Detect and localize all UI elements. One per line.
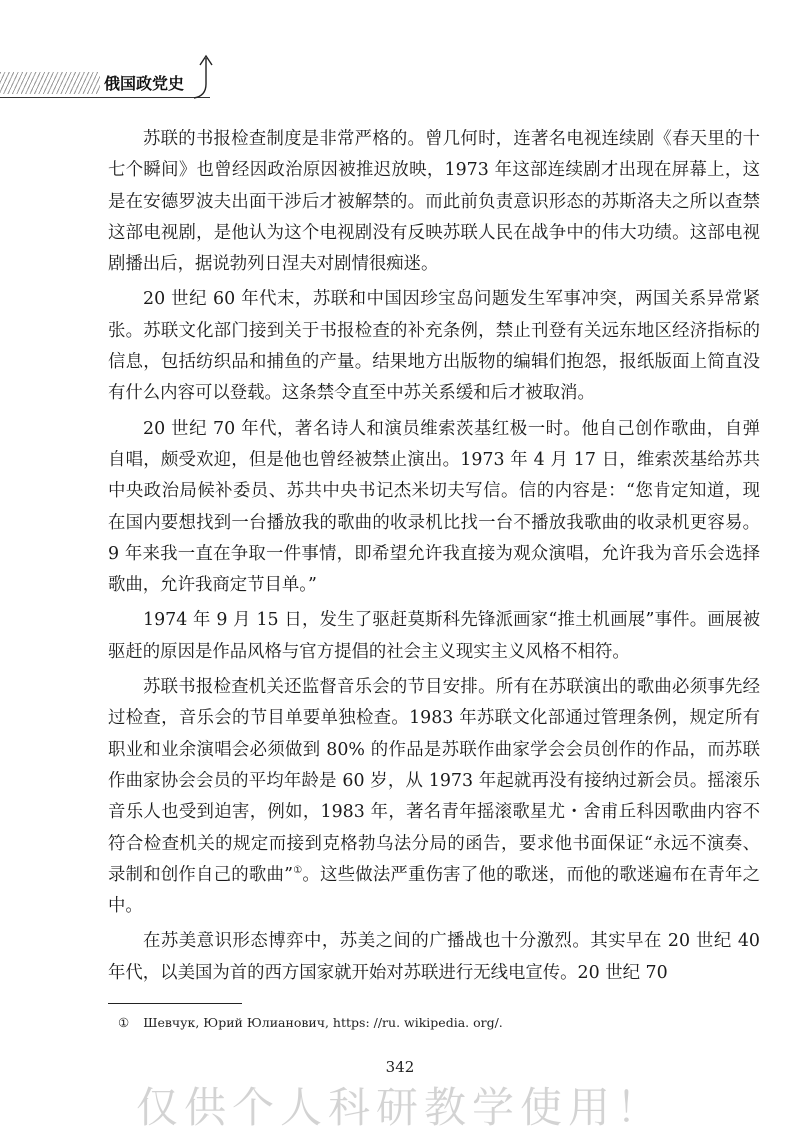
header-arrow-icon [192,54,216,100]
page-number: 342 [385,1058,415,1076]
paragraph-vysotsky: 20 世纪 70 年代，著名诗人和演员维索茨基红极一时。他自己创作歌曲，自弹自唱，颇受欢迎，但是他也曾经被禁止演出。1973 年 4 月 17 日，维索茨基给苏共中央政治局候补委员、苏共中央书记杰米切夫写信。信的内容是：“您肯定知道，现在国内要想找到一台播放我的歌曲的收录机比找一台不播放我歌曲的收录机更容易。9 年来我一直在争取一件事情，即希望允许我直接为观众演唱，允许我为音乐会选择歌曲，允许我商定节目单。” [108,418,760,596]
header-decoration [0,72,100,94]
paragraph-radio-war: 在苏美意识形态博弈中，苏美之间的广播战也十分激烈。其实早在 20 世纪 40 年代，以美国为首的西方国家就开始对苏联进行无线电宣传。20 世纪 70 [108,931,760,983]
footnote [118,1015,503,1030]
paragraph-text-before-ref: 苏联书报检查机关还监督音乐会的节目安排。所有在苏联演出的歌曲必须事先经过检查，音乐会的节目单要单独检查。1983 年苏联文化部通过管理条例，规定所有职业和业余演唱会必须做到 80% 的作品是苏联作曲家学会会员创作的作品，而苏联作曲家协会会员的平均年龄是 60 岁，从 1973 年起就再没有接纳过新会员。摇滚乐音乐人也受到迫害，例如，1983 年，著名青年摇滚歌星尤・舍甫丘科因歌曲内容不符合检查机关的规定而接到克格勃乌法分局的函告，要求他书面保证“永远不演奏、录制和创作自己的歌曲” [108,677,760,885]
running-header-title: 俄国政党史 [104,74,185,93]
paragraph-concert-censorship [108,672,760,922]
header-rule [0,97,210,98]
footnote-reference[interactable]: ① [292,865,303,877]
footnote-mark: ① [118,1015,130,1030]
watermark: 仅供个人科研教学使用！ [135,1083,664,1132]
body-text [108,124,760,993]
paragraph-sino-soviet-conflict: 20 世纪 60 年代末，苏联和中国因珍宝岛问题发生军事冲突，两国关系异常紧张。苏联文化部门接到关于书报检查的补充条例，禁止刊登有关远东地区经济指标的信息，包括纺织品和捕鱼的产量。结果地方出版物的编辑们抱怨，报纸版面上简直没有什么内容可以登载。这条禁令直至中苏关系缓和后才被取消。 [108,289,760,404]
paragraph-soviet-censorship: 苏联的书报检查制度是非常严格的。曾几何时，连著名电视连续剧《春天里的十七个瞬间》也曾经因政治原因被推迟放映，1973 年这部连续剧才出现在屏幕上，这是在安德罗波夫出面干涉后才被解禁的。而此前负责意识形态的苏斯洛夫之所以查禁这部电视剧，是他认为这个电视剧没有反映苏联人民在战争中的伟大功绩。这部电视剧播出后，据说勃列日涅夫对剧情很痴迷。 [108,129,760,275]
footnote-text: Шевчук, Юрий Юлианович, https: //ru. wikipedia. org/. [143,1015,503,1030]
paragraph-bulldozer-exhibition: 1974 年 9 月 15 日，发生了驱赶莫斯科先锋派画家“推土机画展”事件。画展被驱赶的原因是作品风格与官方提倡的社会主义现实主义风格不相符。 [108,610,760,662]
footnote-rule [108,1003,242,1004]
paragraph-text-after-ref: 。这些做法严重伤害了他的歌迷，而他的歌迷遍布在青年之中。 [108,864,760,917]
